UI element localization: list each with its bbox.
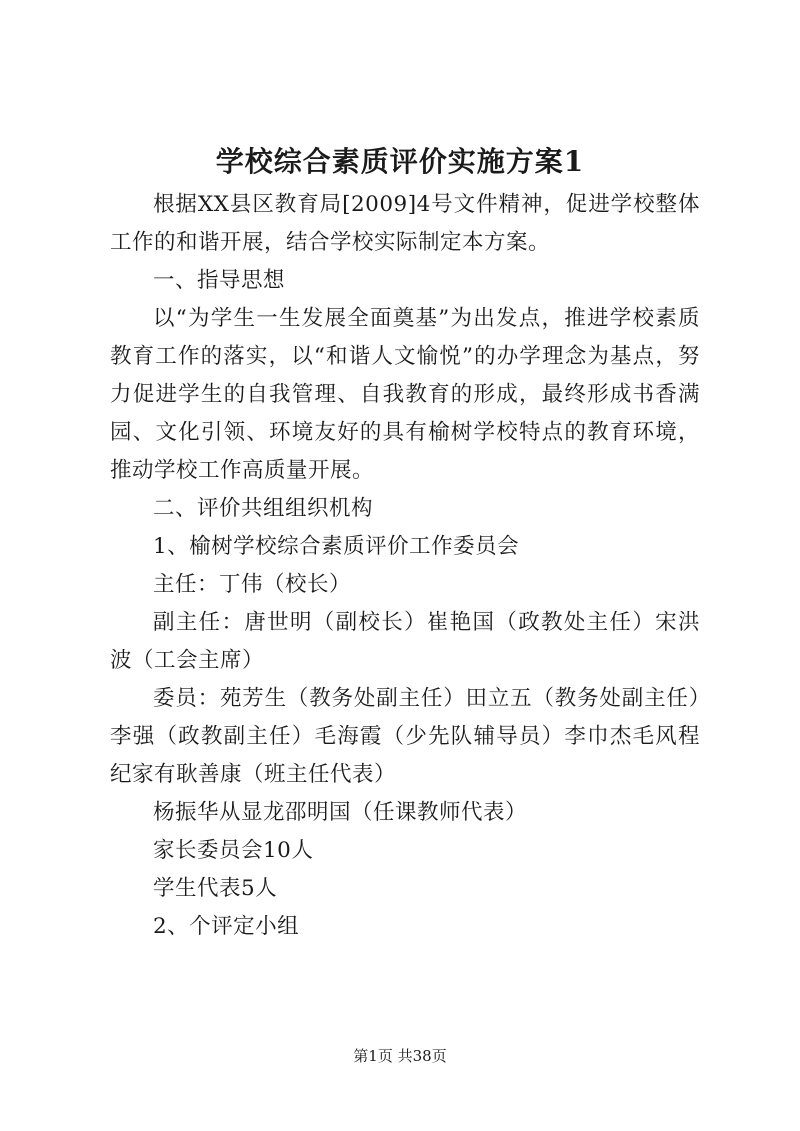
document-body: [110, 186, 700, 946]
paragraph-student-representatives: 学生代表5人: [153, 876, 278, 901]
paragraph-deputy-directors: 副主任：唐世明（副校长）崔艳国（政教处主任）宋洪波（工会主席）: [110, 610, 700, 673]
document-title: 学校综合素质评价实施方案1: [215, 145, 585, 178]
subsection-heading-evaluation-groups: 2、个评定小组: [153, 914, 300, 939]
paragraph-director: 主任：丁伟（校长）: [153, 572, 352, 597]
paragraph-guiding-thought: 以“为学生一生发展全面奠基”为出发点，推进学校素质教育工作的落实，以“和谐人文愉悦”的办学理念为基点，努力促进学生的自我管理、自我教育的形成，最终形成书香满园、文化引领、环境友好的具有榆树学校特点的教育环境，推动学校工作高质量开展。: [110, 306, 700, 483]
section-heading-organization: 二、评价共组组织机构: [153, 496, 374, 521]
subsection-heading-committee: 1、榆树学校综合素质评价工作委员会: [153, 534, 520, 559]
page-number-footer: 第1页 共38页: [353, 1047, 447, 1065]
paragraph-teacher-representatives: 杨振华从显龙邵明国（任课教师代表）: [153, 800, 528, 825]
paragraph-parent-committee: 家长委员会10人: [153, 838, 314, 863]
paragraph-intro: 根据XX县区教育局[2009]4号文件精神，促进学校整体工作的和谐开展，结合学校实际制定本方案。: [110, 192, 700, 255]
section-heading-guiding-thought: 一、指导思想: [153, 268, 286, 293]
paragraph-members: 委员：苑芳生（教务处副主任）田立五（教务处副主任）李强（政教副主任）毛海霞（少先队辅导员）李巾杰毛风程纪家有耿善康（班主任代表）: [110, 686, 700, 787]
